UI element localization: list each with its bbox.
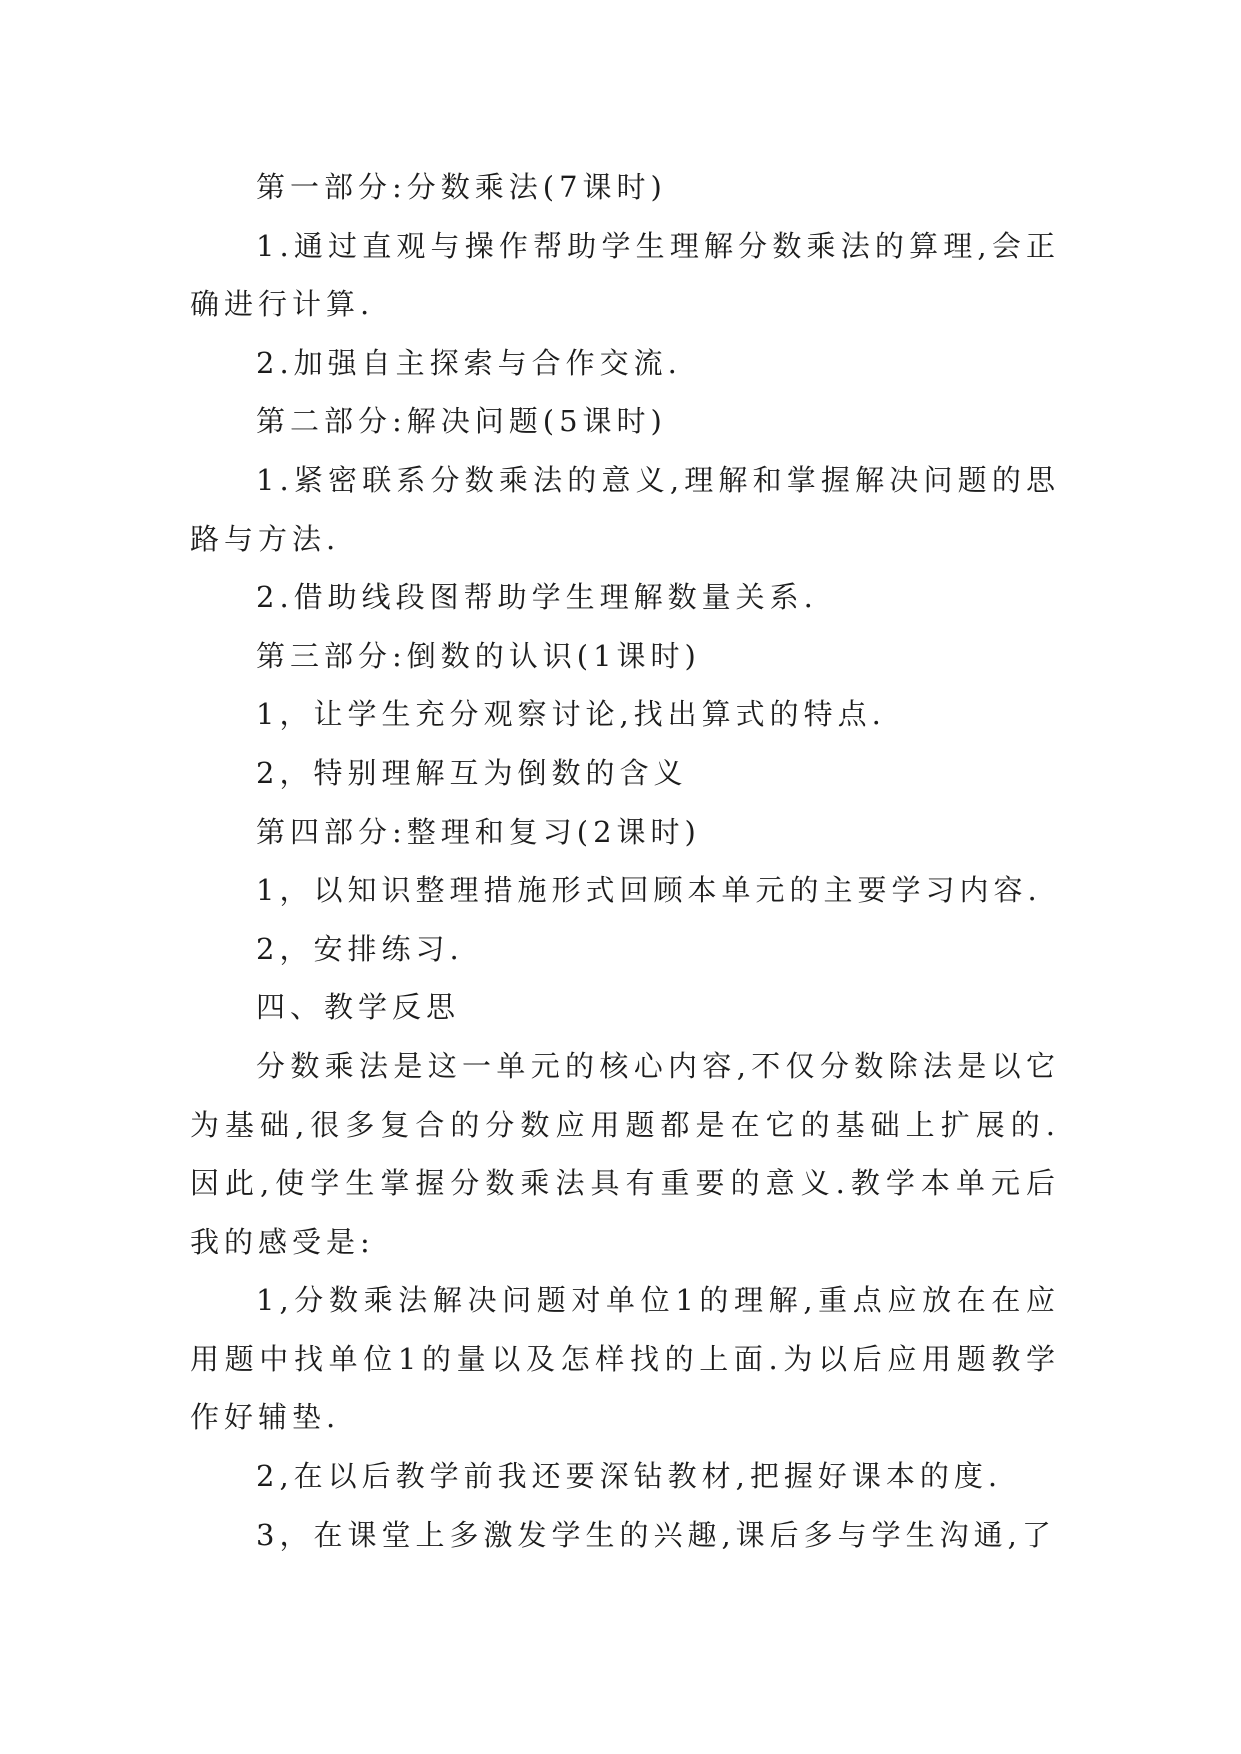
paragraph: 1,分数乘法解决问题对单位1的理解,重点应放在在应用题中找单位1的量以及怎样找的上面.为以后应用题教学作好辅垫. <box>190 1283 1060 1435</box>
paragraph: 1.通过直观与操作帮助学生理解分数乘法的算理,会正确进行计算. <box>190 228 1060 322</box>
document-body <box>190 158 1060 1564</box>
paragraph: 3，在课堂上多激发学生的兴趣,课后多与学生沟通,了 <box>256 1517 1056 1552</box>
paragraph: 2，安排练习. <box>256 931 464 966</box>
paragraph: 2.加强自主探索与合作交流. <box>256 345 682 380</box>
heading-part-four: 第四部分:整理和复习(2课时) <box>256 814 701 849</box>
heading-part-one: 第一部分:分数乘法(7课时) <box>256 170 667 204</box>
heading-part-two: 第二部分:解决问题(5课时) <box>256 404 667 439</box>
paragraph: 2.借助线段图帮助学生理解数量关系. <box>256 580 818 615</box>
heading-teaching-reflection: 四、教学反思 <box>256 990 461 1025</box>
paragraph: 1，以知识整理措施形式回顾本单元的主要学习内容. <box>256 873 1042 908</box>
heading-part-three: 第三部分:倒数的认识(1课时) <box>256 638 701 673</box>
paragraph: 分数乘法是这一单元的核心内容,不仅分数除法是以它为基础,很多复合的分数应用题都是在它的基础上扩展的.因此,使学生掌握分数乘法具有重要的意义.教学本单元后我的感受是: <box>190 1048 1060 1259</box>
paragraph: 1.紧密联系分数乘法的意义,理解和掌握解决问题的思路与方法. <box>190 462 1060 556</box>
paragraph: 2,在以后教学前我还要深钻教材,把握好课本的度. <box>256 1459 1003 1494</box>
paragraph: 1，让学生充分观察讨论,找出算式的特点. <box>256 697 886 732</box>
paragraph: 2，特别理解互为倒数的含义 <box>256 755 688 790</box>
